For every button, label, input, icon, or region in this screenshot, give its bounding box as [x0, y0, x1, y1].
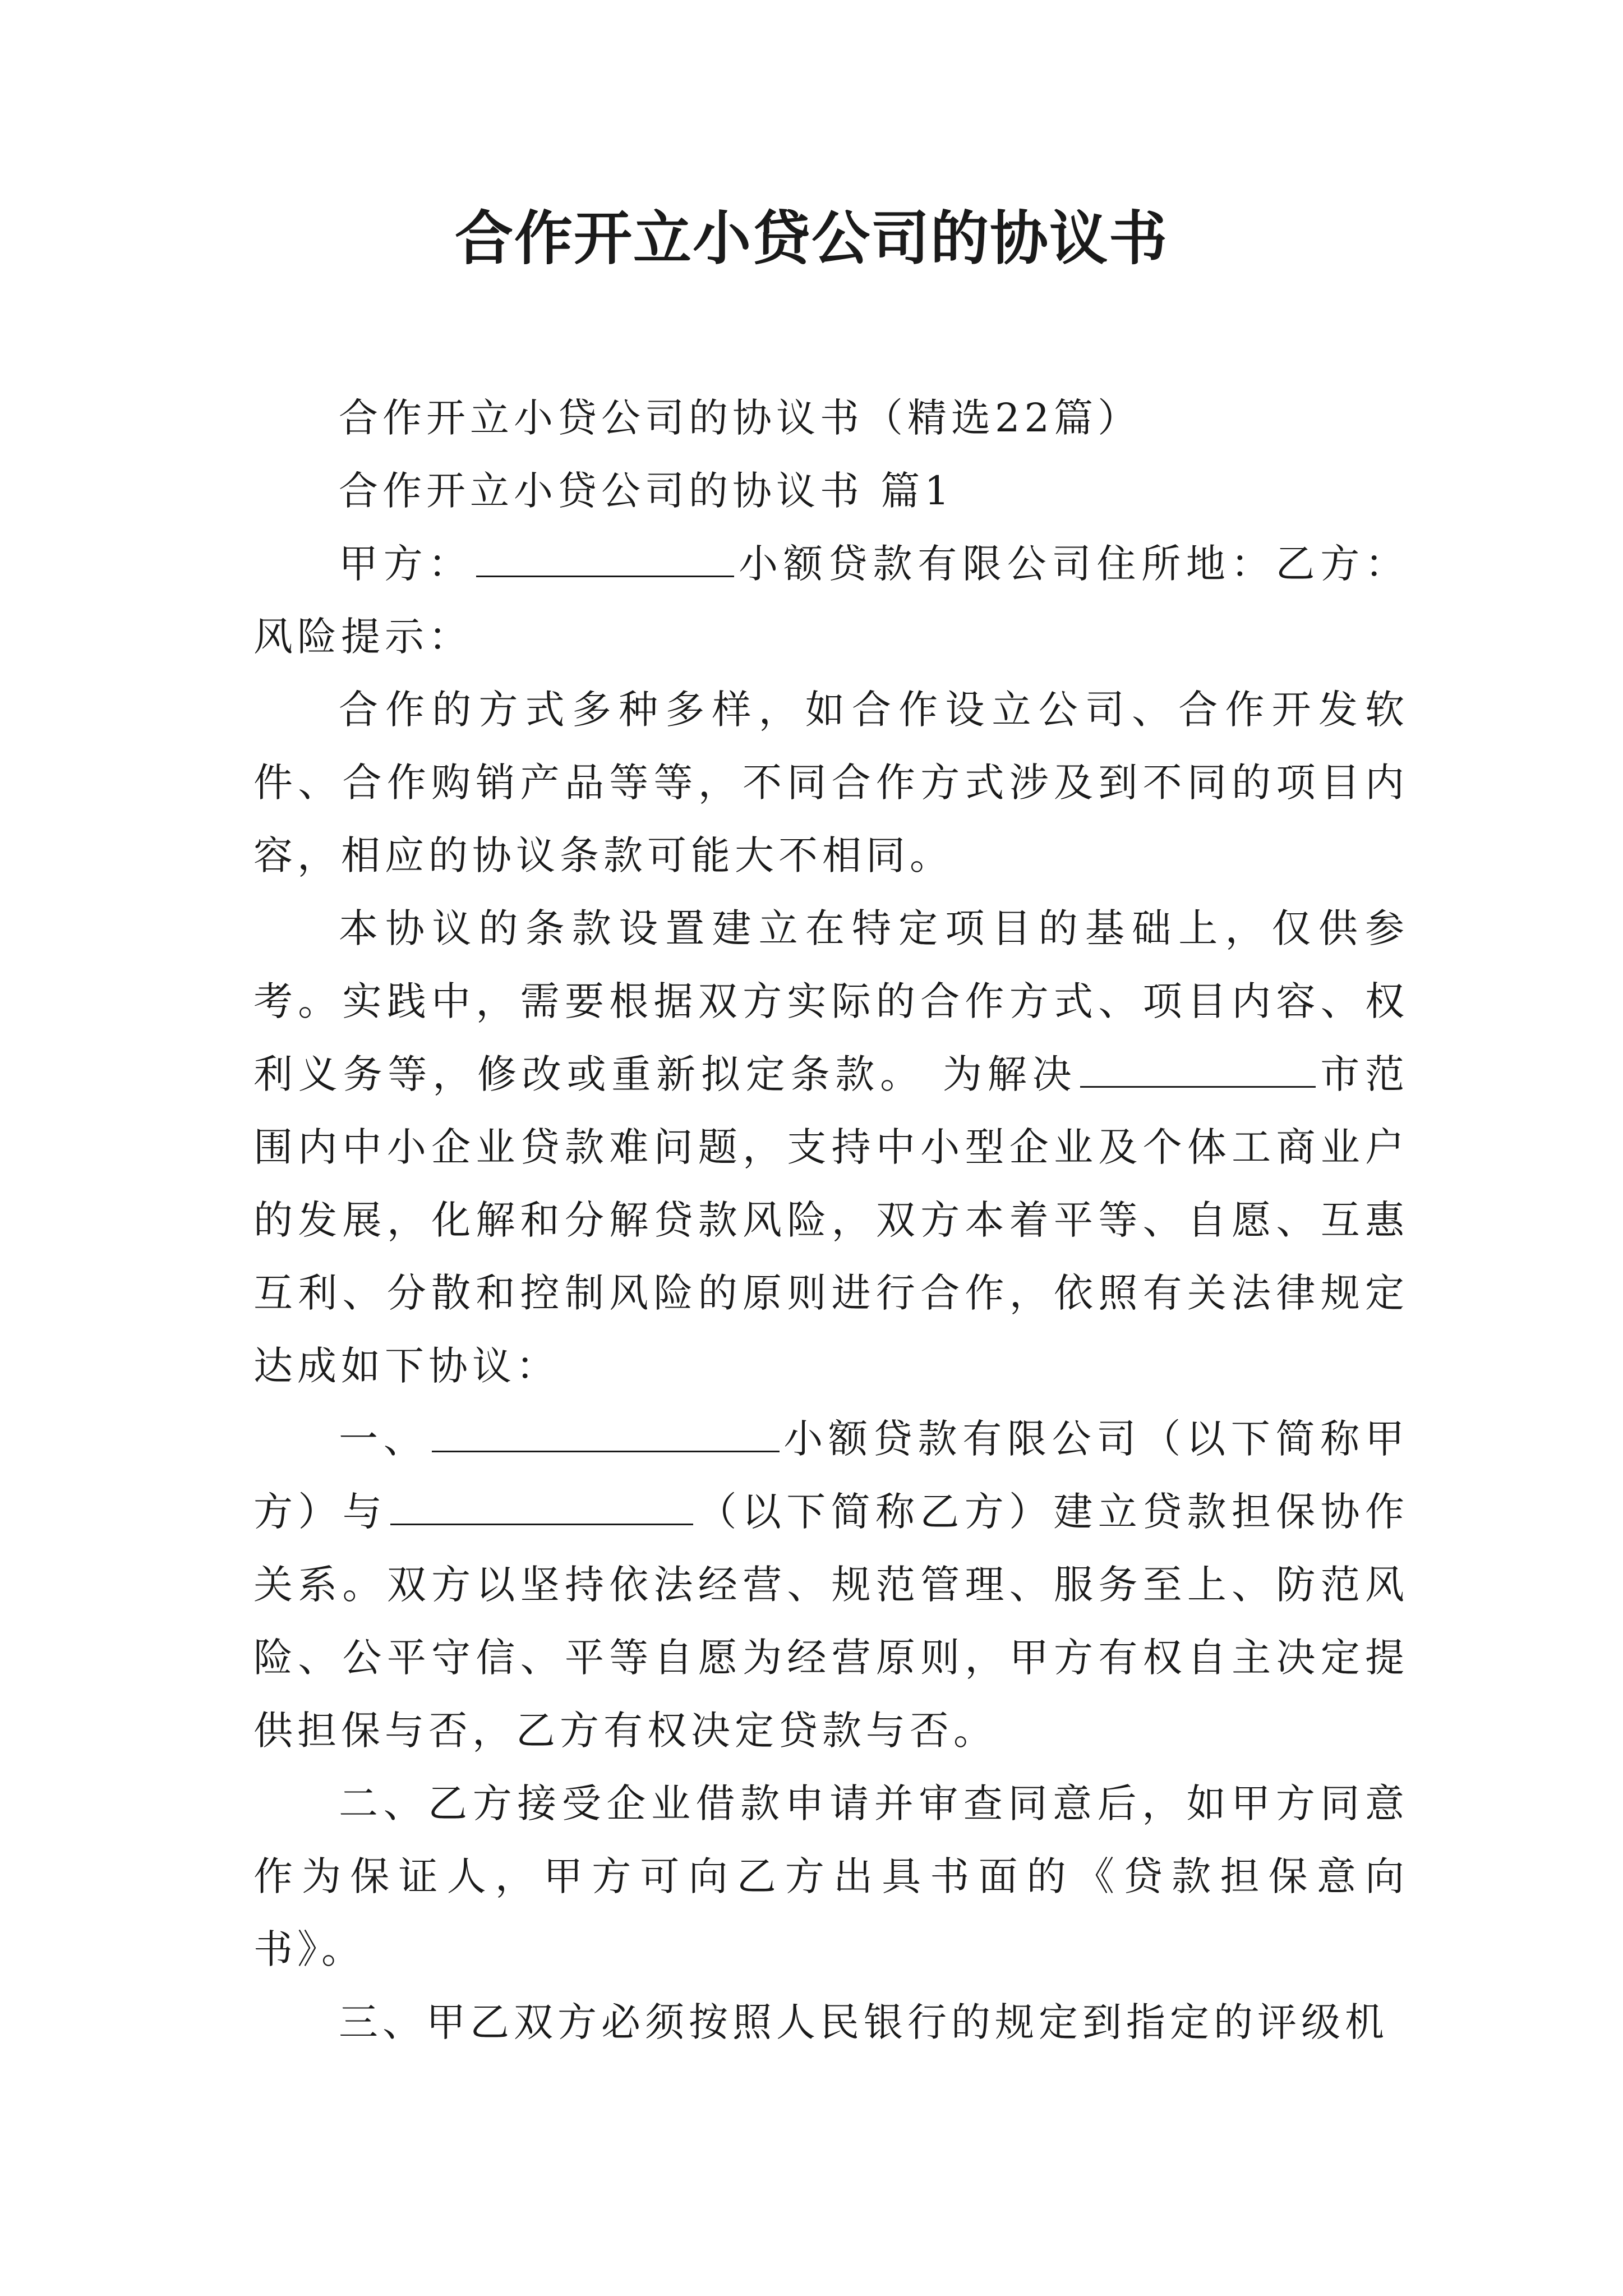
clause-1-number: 一、 — [339, 1416, 428, 1462]
purpose-text-b: 市范围内中小企业贷款难问题，支持中小型企业及个体工商业户的发展，化解和分解贷款风险，双方本着平等、自愿、互惠互利、分散和控制风险的原则进行合作，依照有关法律规定达成如下协议： — [253, 1051, 1409, 1389]
paragraph-heading-collection: 合作开立小贷公司的协议书（精选22篇） — [339, 395, 1142, 441]
purpose-text-a: 本协议的条款设置建立在特定项目的基础上，仅供参考。实践中，需要根据双方实际的合作方式、项目内容、权利义务等，修改或重新拟定条款。 为解决 — [253, 905, 1409, 1097]
document-title: 合作开立小贷公司的协议书 — [454, 204, 1168, 273]
paragraph-risk-notice: 合作的方式多种多样，如合作设立公司、合作开发软件、合作购销产品等等，不同合作方式涉及到不同的项目内容，相应的协议条款可能大不相同。 — [253, 687, 1409, 878]
document-body — [253, 381, 1409, 2059]
blank-line — [432, 1416, 780, 1452]
blank-line — [476, 541, 734, 577]
paragraph-purpose — [253, 892, 1409, 1402]
blank-line — [390, 1489, 693, 1525]
party-text: 小额贷款有限公司住所地：乙方：风险提示： — [253, 541, 1409, 660]
clause-1-text-a: 小额贷款有限公司（以下简称甲方）与 — [253, 1416, 1409, 1535]
clause-1-text-b: （以下简称乙方）建立贷款担保协作关系。双方以坚持依法经营、规范管理、服务至上、防范风险、公平守信、平等自愿为经营原则，甲方有权自主决定提供担保与否，乙方有权决定贷款与否。 — [253, 1489, 1409, 1754]
paragraph-heading-part: 合作开立小贷公司的协议书 篇1 — [339, 468, 954, 514]
paragraph-parties — [253, 527, 1409, 673]
paragraph-clause-3: 三、甲乙双方必须按照人民银行的规定到指定的评级机 — [339, 1999, 1389, 2045]
party-a-label: 甲方： — [339, 541, 473, 587]
paragraph-clause-2: 二、乙方接受企业借款申请并审查同意后，如甲方同意作为保证人，甲方可向乙方出具书面的《贷款担保意向书》。 — [253, 1780, 1409, 1972]
paragraph-clause-1 — [253, 1402, 1409, 1767]
blank-line — [1080, 1051, 1316, 1088]
